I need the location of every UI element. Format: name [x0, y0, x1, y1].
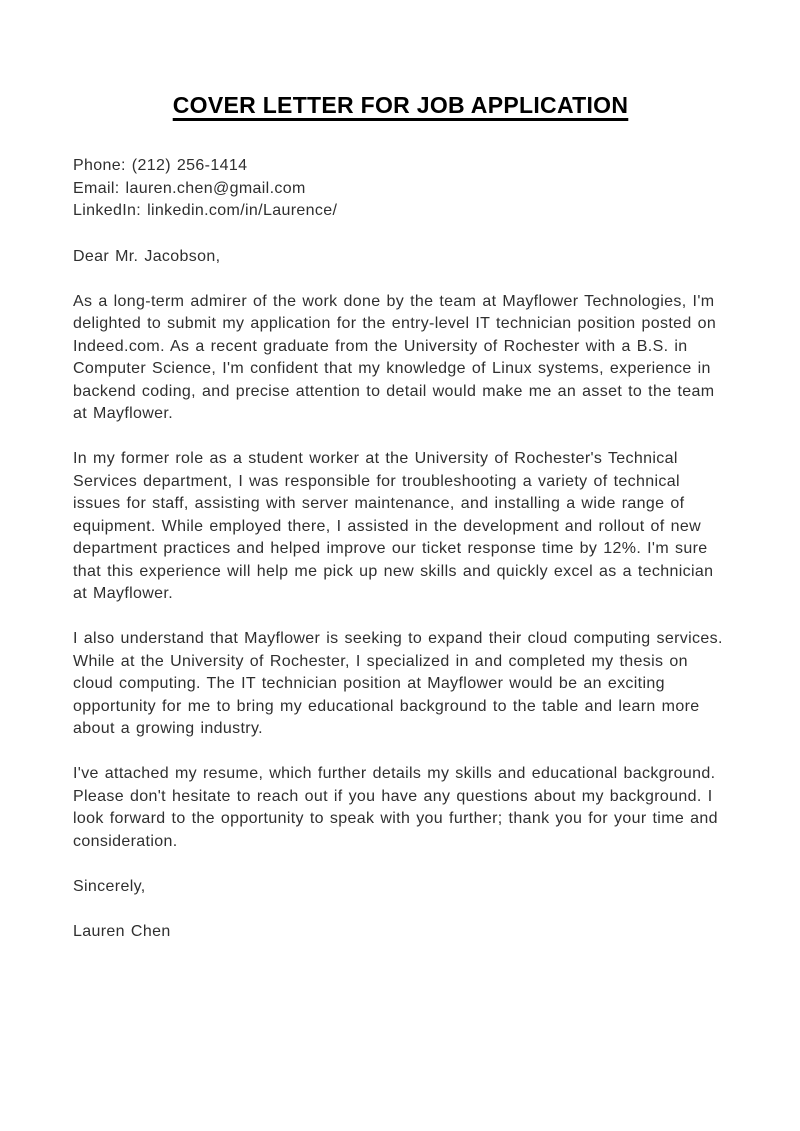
document-title: COVER LETTER FOR JOB APPLICATION	[172, 92, 629, 118]
paragraph-experience: In my former role as a student worker at the University of Rochester's Technical Services department, I was responsible for troubleshooting a variety of technical issues for staff, assisting with server maintenance, and installing a wide range of equipment. While employed there, I assisted in the development and rollout of new department practices and helped improve our ticket response time by 12%. I'm sure that this experience will help me pick up new skills and quickly excel as a technician at Mayflower.	[73, 450, 714, 602]
closing: Sincerely,	[73, 877, 146, 895]
contact-email: Email: lauren.chen@gmail.com	[73, 179, 306, 197]
paragraph-introduction: As a long-term admirer of the work done by the team at Mayflower Technologies, I'm delighted to submit my application for the entry-level IT technician position posted on Indeed.com. As a recent graduate from the University of Rochester with a B.S. in Computer Science, I'm confident that my knowledge of Linux systems, experience in backend coding, and precise attention to detail would make me an asset to the team at Mayflower.	[73, 292, 717, 422]
contact-phone: Phone: (212) 256-1414	[73, 157, 248, 174]
paragraph-resume-attached: I've attached my resume, which further details my skills and educational background. Please don't hesitate to reach out if you have any questions about my background. I look forward to the opportunity to speak with you further; thank you for your time and consideration.	[73, 765, 718, 850]
contact-block	[73, 155, 728, 223]
paragraph-cloud-computing: I also understand that Mayflower is seeking to expand their cloud computing services. While at the University of Rochester, I specialized in and completed my thesis on cloud computing. The IT technician position at Mayflower would be an exciting opportunity for me to bring my educational background to the table and learn more about a growing industry.	[73, 630, 723, 737]
signature-name: Lauren Chen	[73, 922, 171, 940]
salutation: Dear Mr. Jacobson,	[73, 247, 221, 265]
contact-linkedin: LinkedIn: linkedin.com/in/Laurence/	[73, 202, 338, 219]
